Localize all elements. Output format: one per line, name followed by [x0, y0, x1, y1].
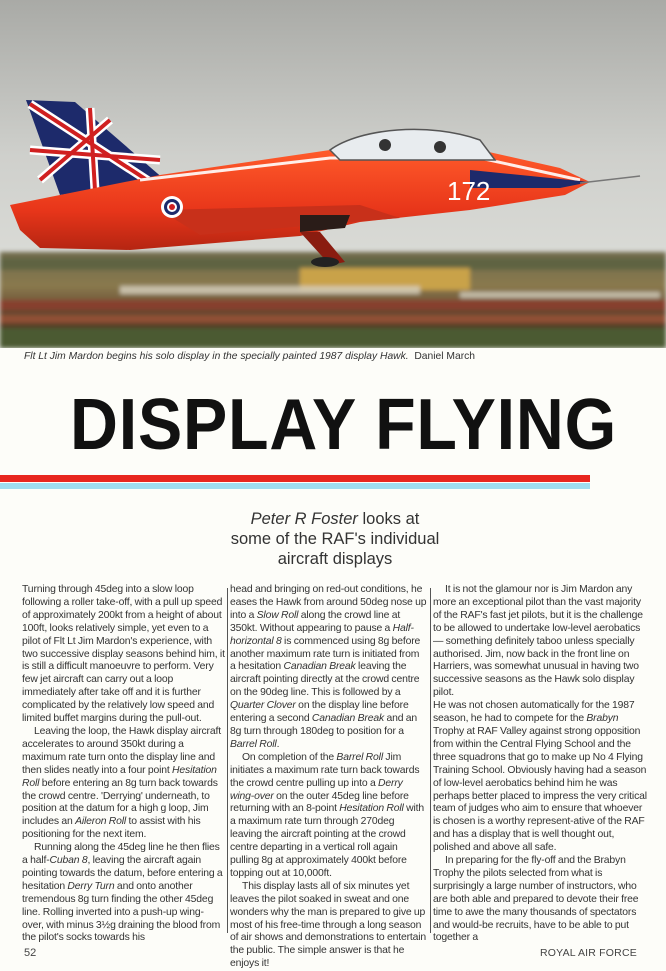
- body-paragraph: [22, 726, 225, 842]
- paragraph-text: head and bringing on red-out conditions, he eases the Hawk from around 50deg nose up into a: [230, 584, 427, 621]
- standfirst: [200, 509, 470, 569]
- paragraph-text: before entering an 8g turn back towards the crowd centre. 'Derrying' underneath, to position at the datum for a high g loop, Jim includes an: [22, 777, 218, 828]
- title-area: [0, 383, 666, 468]
- paragraph-text: along the crowd line at 350kt. Without appearing to pause a: [230, 609, 401, 634]
- paragraph-text: Running along the 45deg line he then flies a half-: [22, 842, 220, 867]
- body-paragraph: [22, 584, 225, 726]
- publication-name: ROYAL AIR FORCE: [540, 947, 637, 959]
- caption-text: Flt Lt Jim Mardon begins his solo display in the specially painted 1987 display Hawk.: [24, 351, 409, 362]
- body-paragraph: [22, 842, 225, 945]
- paragraph-text: with a maximum rate turn through 270deg leaving the aircraft pointing at the crowd centre departing in a vertical roll again pulling 8g at approximately 400kt before topping out at 10,000ft.: [230, 803, 425, 879]
- paragraph-text: Leaving the loop, the Hawk display aircraft accelerates to around 350kt during a maximum rate turn onto the display line and then slides neatly into a four point: [22, 725, 221, 776]
- manoeuvre-name: Quarter Clover: [230, 700, 296, 712]
- paragraph-text: and an 8g turn through 180deg to position for a: [230, 713, 418, 737]
- body-paragraph: [433, 855, 649, 945]
- paragraph-text: , leaving the aircraft again pointing towards the datum, before entering a hesitation: [22, 855, 223, 892]
- body-column-2: [230, 584, 427, 971]
- red-stripe-divider: [0, 475, 590, 482]
- manoeuvre-name: Derry wing-over: [230, 777, 403, 802]
- paragraph-text: on the display line before entering a second: [230, 700, 409, 725]
- page-number: 52: [24, 947, 37, 959]
- paragraph-text: on the outer 45deg line before returning with an 8-point: [230, 790, 409, 815]
- manoeuvre-name: Slow Roll: [256, 609, 299, 621]
- paragraph-text: and onto another tremendous 8g turn finding the other 45deg line. Rolling inverted into a push-up wing-over, with minus 3½g draining the blood from the pilot's socks towards his: [22, 880, 221, 944]
- manoeuvre-name: Aileron Roll: [75, 816, 127, 828]
- manoeuvre-name: Canadian Break: [311, 713, 385, 725]
- manoeuvre-name: Cuban 8: [49, 855, 88, 867]
- paragraph-text: to assist with his positioning for the next item.: [22, 816, 201, 841]
- body-column-1: [22, 584, 225, 945]
- page-title: DISPLAY FLYING: [70, 383, 618, 465]
- column-rule: [430, 588, 431, 933]
- manoeuvre-name: Hesitation Roll: [339, 803, 404, 815]
- paragraph-text: .: [276, 738, 280, 750]
- manoeuvre-name: Canadian Break: [283, 661, 356, 673]
- manoeuvre-name: Barrel Roll: [230, 738, 277, 750]
- standfirst-line1: looks at: [357, 510, 420, 528]
- manoeuvre-name: Hesitation Roll: [22, 764, 217, 789]
- body-paragraph: [230, 584, 427, 752]
- paragraph-text: On completion of the: [242, 751, 337, 763]
- paragraph-text: is commenced using 8g before another maximum rate turn is initiated from a hesitation: [230, 635, 421, 673]
- manoeuvre-name: Barrel Roll: [336, 751, 383, 763]
- body-paragraph: [230, 752, 427, 881]
- photo-caption: [24, 351, 475, 362]
- body-column-3: [433, 584, 649, 945]
- paragraph-text: This display lasts all of six minutes yet leaves the pilot soaked in sweat and one wonders why the man is prepared to give up most of his free-time through a long season of air shows and demonstrations to entertain the public. The simple answer is that he enjoys it!: [230, 880, 427, 970]
- body-paragraph: [230, 881, 427, 971]
- manoeuvre-name: Derry Turn: [67, 880, 115, 892]
- standfirst-line2: some of the RAF's individual: [230, 530, 440, 548]
- manoeuvre-name: Brabyn: [586, 713, 619, 725]
- author-name: Peter R Foster: [250, 510, 358, 528]
- column-rule: [227, 588, 228, 933]
- hawk-aircraft-photo: [0, 0, 666, 348]
- paragraph-text: Trophy at RAF Valley against strong opposition from within the Central Flying School and the three squadrons that go to make up No 4 Flying Training School. Obviously having had a season of low-level aerobatics behind him he was perhaps better placed to impress the very critical team of judges who aim to ensure that whoever is chosen is a worthy represent-ative of the RAF and has a display that is well thought out, polished and above all safe.: [433, 725, 647, 854]
- blurred-ground: [0, 252, 666, 348]
- paragraph-text: It is not the glamour nor is Jim Mardon any more an exceptional pilot than the vast majority of the RAF's fast jet pilots, but it is the challenge to be allowed to undertake low-level aerobatics — something definitely taboo unless specially authorised. Jim, now back in the front line on Harriers, was somewhat unusual in having two successive seasons as the Hawk solo display pilot.: [433, 584, 643, 699]
- body-paragraph: [433, 700, 649, 855]
- aircraft-serial: 172: [447, 176, 491, 206]
- paragraph-text: He was not chosen automatically for the 1987 season, he had to compete for the: [433, 700, 635, 725]
- body-paragraph: [433, 584, 649, 700]
- paragraph-text: Jim initiates a maximum rate turn back towards the crowd centre pulling up into a: [230, 751, 420, 789]
- paragraph-text: leaving the aircraft pointing directly at the crowd centre on the 90deg line. This is followed by a: [230, 661, 420, 699]
- photo-credit: Daniel March: [414, 351, 476, 362]
- paragraph-text: In preparing for the fly-off and the Brabyn Trophy the pilots selected from what is surprisingly a large number of instructors, who are both able and prepared to devote their free time to awe the many thousands of spectators and would-be recruits, have to be able to put together a: [433, 855, 639, 944]
- paragraph-text: Turning through 45deg into a slow loop following a roller take-off, with a pull up speed of approximately 200kt from a height of about 100ft, looks relatively simple, yet even to a pilot of Flt Lt Jim Mardon's experience, with two successive display seasons behind him, it is still a difficult manoeuvre to perform. Very few jet aircraft can carry out a loop immediately after take off and it is further complicated by the relatively low speed and limited buffet margins during the pull-out.: [22, 584, 225, 725]
- blue-stripe-divider: [0, 483, 590, 489]
- standfirst-line3: aircraft displays: [277, 550, 393, 568]
- manoeuvre-name: Half-horizontal 8: [230, 622, 414, 647]
